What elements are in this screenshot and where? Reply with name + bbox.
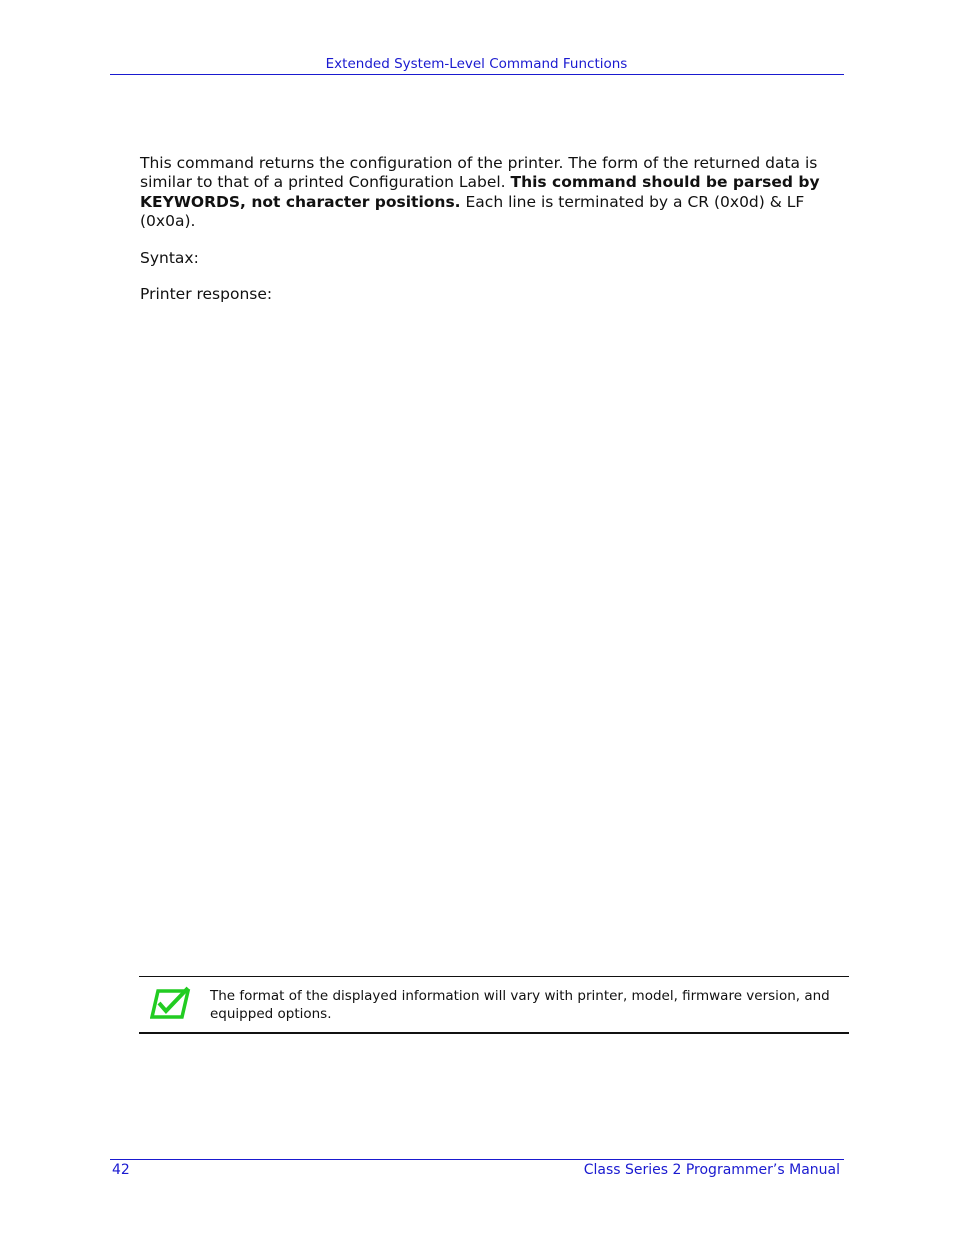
syntax-label: Syntax: [140, 249, 199, 267]
note-top-rule [139, 976, 849, 977]
description-text-2: Each line is terminated by a CR (0x0d) & LF (0x0a). [140, 192, 805, 230]
description-bold-warning: This command should be parsed by KEYWORDS, not character positions. [140, 173, 820, 211]
note-bottom-rule [139, 1032, 849, 1034]
footer-manual-title: Class Series 2 Programmer’s Manual [583, 1162, 840, 1178]
description-paragraph [140, 154, 840, 231]
printer-response-label: Printer response: [140, 285, 273, 303]
header-divider [110, 74, 844, 75]
running-header-title: Extended System-Level Command Functions [325, 56, 628, 72]
checkbox-check-icon [150, 986, 192, 1020]
note-text: The format of the displayed information will vary with printer, model, firmware version, and equipped options. [210, 988, 830, 1022]
page-number: 42 [112, 1162, 130, 1178]
description-text-1: This command returns the configuration of the printer. The form of the returned data is similar to that of a printed Configuration Label. [140, 154, 818, 192]
footer-divider [110, 1159, 844, 1160]
